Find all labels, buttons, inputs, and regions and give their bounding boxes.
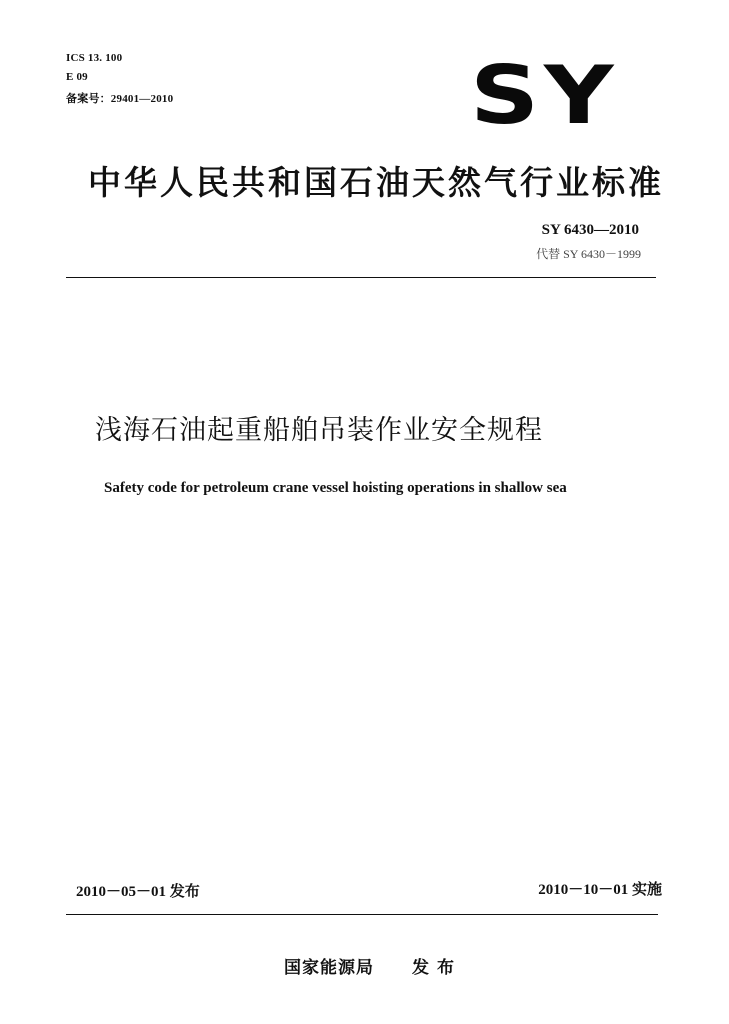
filing-number: 备案号：29401—2010	[66, 93, 174, 105]
bottom-divider	[66, 914, 658, 915]
industry-standard-title: 中华人民共和国石油天然气行业标准	[88, 163, 664, 202]
sy-logo: SY	[470, 49, 619, 142]
ccs-code: E 09	[66, 71, 88, 83]
replaces-standard: 代替 SY 6430－1999	[536, 247, 641, 261]
publish-label: 发布	[412, 958, 462, 978]
document-title-english: Safety code for petroleum crane vessel hoisting operations in shallow sea	[104, 480, 567, 496]
standard-number: SY 6430—2010	[541, 222, 639, 238]
top-divider	[66, 277, 656, 278]
publisher-name: 国家能源局	[284, 958, 374, 978]
issue-date: 2010－05－01 发布	[76, 884, 200, 900]
document-title-chinese: 浅海石油起重船舶吊装作业安全规程	[95, 415, 543, 446]
implementation-date: 2010－10－01 实施	[538, 882, 662, 898]
ics-code: ICS 13. 100	[66, 52, 123, 64]
